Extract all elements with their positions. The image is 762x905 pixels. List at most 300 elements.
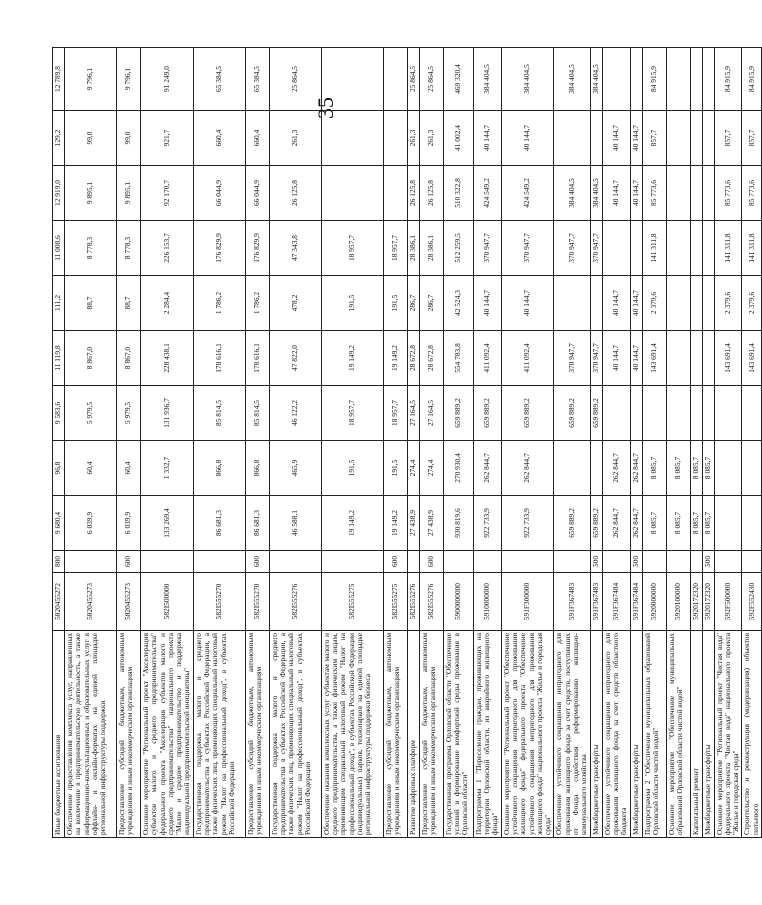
amount-cell [630,386,642,441]
amount-cell [666,111,690,166]
table-row [602,48,630,838]
amount-cell: 191,5 [383,441,407,496]
amount-cell: 660,4 [193,111,245,166]
table-row [117,48,141,838]
amount-cell: 19 149,2 [321,331,383,386]
expense-type-cell [554,551,590,573]
amount-cell [690,48,702,111]
row-name-cell: Подпрограмма 1 "Переселение граждан, проживающих на территории Орловской области, из аварийного жилищного фонда" [473,631,501,838]
expense-type-cell: 500 [702,551,714,573]
amount-cell: 469 320,4 [443,48,473,111]
amount-cell: 384 404,5 [473,48,501,111]
amount-cell [630,48,642,111]
budget-table-sheet [52,48,760,838]
amount-cell [666,221,690,276]
amount-cell [714,441,742,496]
amount-cell: 554 783,8 [443,331,473,386]
row-name-cell: Основное мероприятие "Региональный проект "Обеспечение устойчивого сокращения непригодного для проживания жилищного фонда" федерального проекта "Обеспечение устойчивого сокращения непригодного для проживания жилищного фонда" национального проекта "Жилье и городская среда" [501,631,554,838]
expense-type-cell [473,551,501,573]
expense-type-cell [193,551,245,573]
amount-cell: 41 002,4 [443,111,473,166]
amount-cell: 5 979,5 [65,386,117,441]
row-name-cell: Межбюджетные трансферты [590,631,602,838]
amount-cell [383,166,407,221]
amount-cell [602,386,630,441]
amount-cell: 86 681,3 [245,496,269,551]
amount-cell: 40 144,7 [630,276,642,331]
amount-cell [554,276,590,331]
amount-cell [742,386,762,441]
expense-type-cell [501,551,554,573]
row-name-cell: Иные бюджетные ассигнования [53,631,65,838]
expense-type-cell: 600 [419,551,443,573]
amount-cell: 370 947,7 [554,221,590,276]
target-code-cell: 592F500000 [714,573,742,631]
amount-cell: 922 733,9 [473,496,501,551]
amount-cell [702,48,714,111]
amount-cell: 65 384,5 [193,48,245,111]
amount-cell: 370 947,7 [501,221,554,276]
amount-cell: 19 149,2 [383,331,407,386]
amount-cell: 274,4 [407,441,419,496]
amount-cell: 274,4 [419,441,443,496]
amount-cell: 26 125,8 [419,166,443,221]
amount-cell: 99,0 [117,111,141,166]
amount-cell: 857,7 [642,111,666,166]
amount-cell: 922 733,9 [501,496,554,551]
amount-cell: 262 844,7 [501,441,554,496]
amount-cell: 26 125,8 [269,166,321,221]
amount-cell: 286,7 [419,276,443,331]
amount-cell: 28 672,8 [407,331,419,386]
table-row [473,48,501,838]
amount-cell: 141 311,8 [714,221,742,276]
amount-cell: 8 778,3 [117,221,141,276]
amount-cell: 191,5 [321,441,383,496]
amount-cell [714,496,742,551]
table-row [501,48,554,838]
amount-cell: 40 144,7 [473,276,501,331]
amount-cell: 8 085,7 [702,441,714,496]
amount-cell: 465,9 [269,441,321,496]
amount-cell: 384 404,5 [501,48,554,111]
target-code-cell: 582I555276 [419,573,443,631]
amount-cell: 1 786,2 [245,276,269,331]
amount-cell: 261,3 [419,111,443,166]
expense-type-cell [690,551,702,573]
target-code-cell: 582I555270 [193,573,245,631]
amount-cell [702,331,714,386]
amount-cell: 226 153,7 [141,221,194,276]
target-code-cell: 5920000000 [642,573,666,631]
amount-cell: 27 164,5 [419,386,443,441]
row-name-cell: Строительство и реконструкция (модернизация) объектов питьевого [742,631,762,838]
amount-cell: 129,2 [53,111,65,166]
table-row [554,48,590,838]
amount-cell [383,111,407,166]
amount-cell: 47 822,0 [269,331,321,386]
target-code-cell: 582I555276 [269,573,321,631]
expense-type-cell [65,551,117,573]
table-row [53,48,65,838]
amount-cell: 141 311,8 [742,221,762,276]
table-row [141,48,194,838]
table-row [702,48,714,838]
amount-cell: 9 583,6 [53,386,65,441]
target-code-cell: 5920172320 [690,573,702,631]
amount-cell: 141 311,8 [642,221,666,276]
row-name-cell: Основное мероприятие "Обеспечение муниципальных образований Орловской области чистой водой" [666,631,690,838]
table-row [269,48,321,838]
target-code-cell: 5910000000 [473,573,501,631]
row-name-cell: Основное мероприятие "Региональный проект "Акселерация субъектов малого и среднего предпринимательства" федерального проекта "Акселерация субъектов малого и среднего предпринимательства" национального проекта "Малое и среднее предпринимательство и поддержка индивидуальной предпринимательской инициативы" [141,631,194,838]
amount-cell: 40 144,7 [602,166,630,221]
amount-cell: 659 889,2 [554,386,590,441]
amount-cell: 8 867,0 [65,331,117,386]
amount-cell: 11 008,6 [53,221,65,276]
row-name-cell: Обеспечение устойчивого сокращения непригодного для проживания жилищного фонда за счет средств, поступивших от Фонда содействия реформированию жилищно-коммунального хозяйства [554,631,590,838]
target-code-cell: 591F367483 [590,573,602,631]
row-name-cell: Капитальный ремонт [690,631,702,838]
target-code-cell: 5920100000 [666,573,690,631]
amount-cell: 384 404,5 [590,48,602,111]
amount-cell: 42 524,3 [443,276,473,331]
amount-cell [690,166,702,221]
amount-cell: 866,8 [245,441,269,496]
amount-cell [666,276,690,331]
amount-cell: 84 915,9 [742,48,762,111]
amount-cell: 60,4 [117,441,141,496]
amount-cell: 9 895,1 [65,166,117,221]
row-name-cell: Государственная поддержка малого и среднего предпринимательства в субъектах Российской Федерации, а также физических лиц, применяющих специальный налоговый режим "Налог на профессиональный доход", в субъектах Российской Федерации [269,631,321,838]
amount-cell: 27 438,9 [419,496,443,551]
amount-cell: 46 588,1 [269,496,321,551]
target-code-cell: 5820455272 [53,573,65,631]
amount-cell: 84 915,9 [714,48,742,111]
amount-cell: 18 957,7 [383,221,407,276]
table-row [383,48,407,838]
amount-cell [554,441,590,496]
amount-cell: 65 384,5 [245,48,269,111]
amount-cell: 2 379,6 [742,276,762,331]
amount-cell [630,221,642,276]
row-name-cell: Предоставление субсидий бюджетным, автономным учреждениям и иным некоммерческим организациям [383,631,407,838]
amount-cell: 478,2 [269,276,321,331]
table-row [642,48,666,838]
amount-cell: 857,7 [714,111,742,166]
amount-cell: 99,0 [65,111,117,166]
amount-cell: 88,7 [65,276,117,331]
amount-cell [321,166,383,221]
amount-cell: 40 144,7 [501,111,554,166]
amount-cell: 143 691,4 [742,331,762,386]
row-name-cell: Предоставление субсидий бюджетным, автономным учреждениям и иным некоммерческим организациям [245,631,269,838]
amount-cell [383,48,407,111]
amount-cell: 411 092,4 [473,331,501,386]
amount-cell [702,386,714,441]
amount-cell [666,166,690,221]
amount-cell: 92 170,7 [141,166,194,221]
amount-cell: 2 284,4 [141,276,194,331]
amount-cell: 659 889,2 [443,386,473,441]
amount-cell: 133 269,4 [141,496,194,551]
amount-cell: 143 691,4 [714,331,742,386]
amount-cell [690,276,702,331]
amount-cell [321,48,383,111]
amount-cell: 286,7 [407,276,419,331]
amount-cell: 40 144,7 [630,331,642,386]
amount-cell: 512 259,5 [443,221,473,276]
row-name-cell: Предоставление субсидий бюджетным, автономным учреждениям и иным некоммерческим организациям [117,631,141,838]
amount-cell: 111,2 [53,276,65,331]
amount-cell: 8 778,3 [65,221,117,276]
amount-cell: 27 438,9 [407,496,419,551]
amount-cell: 85 773,6 [714,166,742,221]
amount-cell: 85 814,5 [193,386,245,441]
amount-cell: 26 125,8 [407,166,419,221]
table-row [690,48,702,838]
amount-cell: 659 889,2 [590,496,602,551]
amount-cell: 261,3 [407,111,419,166]
amount-cell: 228 438,1 [141,331,194,386]
amount-cell: 262 844,7 [473,441,501,496]
amount-cell: 262 844,7 [630,441,642,496]
amount-cell: 424 549,2 [473,166,501,221]
amount-cell: 25 864,5 [269,48,321,111]
amount-cell: 11 119,8 [53,331,65,386]
amount-cell: 191,5 [321,276,383,331]
amount-cell: 370 947,7 [590,221,602,276]
amount-cell: 8 085,7 [666,496,690,551]
amount-cell [602,221,630,276]
expense-type-cell: 500 [590,551,602,573]
amount-cell [702,276,714,331]
amount-cell: 370 947,7 [473,221,501,276]
target-code-cell: 582I555275 [383,573,407,631]
amount-cell: 857,7 [742,111,762,166]
amount-cell: 84 915,9 [642,48,666,111]
amount-cell: 40 144,7 [473,111,501,166]
amount-cell: 66 044,9 [245,166,269,221]
amount-cell: 28 672,8 [419,331,443,386]
amount-cell: 85 773,6 [642,166,666,221]
amount-cell [702,166,714,221]
amount-cell: 9 895,1 [117,166,141,221]
amount-cell: 25 864,5 [407,48,419,111]
target-code-cell: 591F367484 [602,573,630,631]
amount-cell [702,221,714,276]
amount-cell: 178 616,1 [193,331,245,386]
table-row [742,48,762,838]
amount-cell: 18 957,7 [321,221,383,276]
expense-type-cell: 600 [245,551,269,573]
amount-cell: 921,7 [141,111,194,166]
amount-cell: 510 322,8 [443,166,473,221]
amount-cell [742,441,762,496]
amount-cell: 47 343,8 [269,221,321,276]
amount-cell: 659 889,2 [501,386,554,441]
table-row [630,48,642,838]
row-name-cell: Обеспечение предоставления комплекса услуг, направленных на вовлечение в предпринимательскую деятельность, а также информационно-консультационных и образовательных услуг в оффлайн- и онлайн-форматах на единой площадке региональной инфраструктуры поддержки [65,631,117,838]
amount-cell: 40 144,7 [602,111,630,166]
table-row [714,48,742,838]
amount-cell: 1 786,2 [193,276,245,331]
amount-cell: 261,3 [269,111,321,166]
amount-cell: 384 404,5 [590,166,602,221]
amount-cell [690,386,702,441]
table-row [419,48,443,838]
amount-cell [690,331,702,386]
amount-cell: 8 085,7 [690,441,702,496]
amount-cell: 19 149,2 [321,496,383,551]
amount-cell: 411 092,4 [501,331,554,386]
amount-cell [602,48,630,111]
table-row [321,48,383,838]
amount-cell: 270 930,4 [443,441,473,496]
row-name-cell: Межбюджетные трансферты [702,631,714,838]
amount-cell: 91 249,0 [141,48,194,111]
amount-cell: 370 947,7 [590,331,602,386]
amount-cell: 930 819,6 [443,496,473,551]
target-code-cell: 5920172320 [702,573,714,631]
expense-type-cell [642,551,666,573]
amount-cell: 9 680,4 [53,496,65,551]
amount-cell: 40 144,7 [630,166,642,221]
amount-cell: 40 144,7 [501,276,554,331]
expense-type-cell [602,551,630,573]
amount-cell: 27 164,5 [407,386,419,441]
amount-cell: 88,7 [117,276,141,331]
amount-cell [590,276,602,331]
amount-cell: 1 332,7 [141,441,194,496]
amount-cell [666,331,690,386]
amount-cell: 424 549,2 [501,166,554,221]
expense-type-cell [742,551,762,573]
amount-cell: 25 864,5 [419,48,443,111]
target-code-cell: 591F300000 [501,573,554,631]
expense-type-cell: 500 [630,551,642,573]
amount-cell [666,48,690,111]
amount-cell: 8 085,7 [642,441,666,496]
amount-cell: 659 889,2 [473,386,501,441]
amount-cell: 191,5 [383,276,407,331]
target-code-cell: 582I555275 [321,573,383,631]
amount-cell: 12 919,0 [53,166,65,221]
target-code-cell: 5820455273 [117,573,141,631]
table-row [245,48,269,838]
row-name-cell: Предоставление субсидий бюджетным, автономным учреждениям и иным некоммерческим организациям [419,631,443,838]
expense-type-cell [321,551,383,573]
amount-cell: 85 814,5 [245,386,269,441]
amount-cell [714,386,742,441]
expense-type-cell [443,551,473,573]
amount-cell [642,386,666,441]
amount-cell: 384 404,5 [554,166,590,221]
expense-type-cell [666,551,690,573]
amount-cell: 96,8 [53,441,65,496]
row-name-cell: Обеспечение устойчивого сокращения непригодного для проживания жилищного фонда за счет средств областного бюджета [602,631,630,838]
table-row [590,48,602,838]
row-name-cell: Основное мероприятие "Региональный проект "Чистая вода" федерального проекта "Чистая вода" национального проекта "Жилье и городская среда" [714,631,742,838]
row-name-cell: Межбюджетные трансферты [630,631,642,838]
table-body [53,48,762,838]
target-code-cell: 582I555270 [245,573,269,631]
amount-cell [742,496,762,551]
table-row [443,48,473,838]
table-row [666,48,690,838]
amount-cell: 18 957,7 [321,386,383,441]
amount-cell [702,111,714,166]
amount-cell: 866,8 [193,441,245,496]
amount-cell: 40 144,7 [602,276,630,331]
amount-cell [690,221,702,276]
target-code-cell: 592F552430 [742,573,762,631]
amount-cell: 178 616,1 [245,331,269,386]
amount-cell: 659 889,2 [554,496,590,551]
amount-cell: 60,4 [65,441,117,496]
expense-type-cell: 800 [53,551,65,573]
amount-cell: 262 844,7 [602,441,630,496]
amount-cell: 85 773,6 [742,166,762,221]
amount-cell: 8 085,7 [702,496,714,551]
amount-cell: 18 957,7 [383,386,407,441]
amount-cell: 8 867,0 [117,331,141,386]
amount-cell: 12 789,8 [53,48,65,111]
expense-type-cell [407,551,419,573]
amount-cell: 9 796,1 [117,48,141,111]
target-code-cell: 591F367484 [630,573,642,631]
amount-cell: 660,4 [245,111,269,166]
row-name-cell: Развитие цифровых платформ [407,631,419,838]
row-name-cell: Обеспечение оказания комплексных услуг субъектам малого и среднего предпринимательства, а также физическим лицам, применяющим специальный налоговый режим "Налог на профессиональный доход", в субъектах Российской Федерации (индивидуальных) парков, технопарков на единой площадке региональной инфраструктуры поддержки бизнеса [321,631,383,838]
target-code-cell: 591F367483 [554,573,590,631]
row-name-cell: Подпрограмма 2 "Обеспечение муниципальных образований Орловской области чистой водой" [642,631,666,838]
amount-cell [690,111,702,166]
expense-type-cell [714,551,742,573]
target-code-cell: 582I555276 [407,573,419,631]
amount-cell: 28 386,1 [407,221,419,276]
row-name-cell: Государственная программа Орловской области "Обеспечение условий и формирование комфортной среды проживания в Орловской области" [443,631,473,838]
amount-cell: 66 044,9 [193,166,245,221]
amount-cell: 8 085,7 [690,496,702,551]
table-row [407,48,419,838]
table-row [193,48,245,838]
amount-cell: 86 681,3 [193,496,245,551]
amount-cell: 2 379,6 [642,276,666,331]
expense-type-cell: 600 [117,551,141,573]
amount-cell: 176 829,9 [193,221,245,276]
expense-type-cell [269,551,321,573]
amount-cell: 384 404,5 [554,48,590,111]
amount-cell: 46 122,2 [269,386,321,441]
amount-cell: 40 144,7 [602,331,630,386]
target-code-cell: 5900000000 [443,573,473,631]
budget-table [52,47,762,838]
amount-cell [590,111,602,166]
amount-cell: 6 039,9 [65,496,117,551]
page-number: 35 [313,97,338,119]
expense-type-cell [141,551,194,573]
target-code-cell: 5820455273 [65,573,117,631]
amount-cell: 9 796,1 [65,48,117,111]
amount-cell: 131 936,7 [141,386,194,441]
amount-cell: 2 379,6 [714,276,742,331]
amount-cell [666,386,690,441]
row-name-cell: Государственная поддержка малого и среднего предпринимательства в субъектах Российской Федерации, а также физических лиц, применяющих специальный налоговый режим "Налог на профессиональный доход", в субъектах Российской Федерации [193,631,245,838]
amount-cell [590,441,602,496]
amount-cell: 8 085,7 [642,496,666,551]
amount-cell: 370 947,7 [554,331,590,386]
